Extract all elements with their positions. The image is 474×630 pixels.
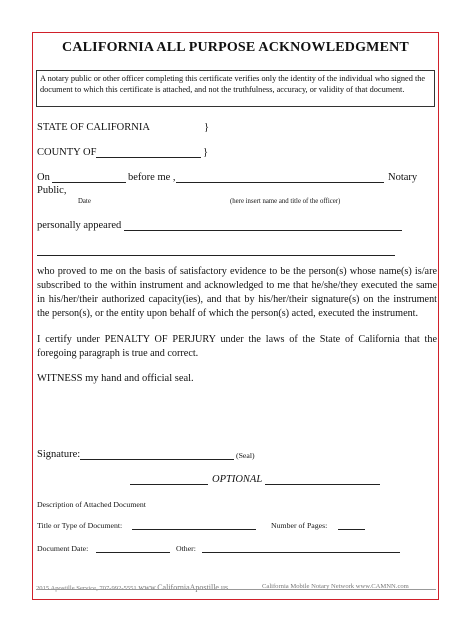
optional-rule-left [130, 484, 208, 485]
state-label: STATE OF CALIFORNIA [37, 122, 150, 133]
officer-caption: (here insert name and title of the officer) [230, 198, 341, 205]
doc-date-field[interactable] [96, 552, 170, 553]
footer-left [36, 583, 228, 592]
on-label: On [37, 172, 50, 183]
signature-field[interactable] [80, 459, 234, 460]
county-label: COUNTY OF [37, 147, 97, 158]
county-field[interactable] [96, 157, 201, 158]
doc-date-label: Document Date: [37, 544, 89, 553]
other-field[interactable] [202, 552, 400, 553]
date-field[interactable] [52, 182, 126, 183]
signature-label: Signature: [37, 449, 81, 460]
pages-label: Number of Pages: [271, 521, 328, 530]
pages-field[interactable] [338, 529, 365, 530]
perjury-paragraph: I certify under PENALTY OF PERJURY under the laws of the State of California that the foregoing paragraph is true and correct. [37, 334, 437, 359]
optional-rule-right [265, 484, 380, 485]
county-brace: } [203, 147, 209, 158]
doc-title-label: Title or Type of Document: [37, 521, 123, 530]
personally-appeared-label: personally appeared [37, 220, 122, 231]
footer-rule [36, 589, 436, 590]
notary-label: Notary [388, 172, 418, 183]
doc-title-field[interactable] [132, 529, 256, 530]
other-label: Other: [176, 544, 196, 553]
public-label: Public, [37, 185, 67, 196]
footer-left-prefix: 2015 Apostille Service, 707-992-5551 [36, 585, 137, 592]
footer-left-site[interactable]: www.CaliforniaApostille.us [138, 583, 229, 592]
officer-name-field[interactable] [176, 182, 384, 183]
description-label: Description of Attached Document [37, 500, 146, 509]
form-title: CALIFORNIA ALL PURPOSE ACKNOWLEDGMENT [62, 40, 409, 55]
signer-name-field-2[interactable] [37, 255, 395, 256]
optional-label: OPTIONAL [212, 474, 263, 485]
seal-label: (Seal) [236, 451, 255, 460]
witness-label: WITNESS my hand and official seal. [37, 373, 194, 384]
footer-right: California Mobile Notary Network www.CAMNN.com [262, 583, 409, 590]
evidence-paragraph: who proved to me on the basis of satisfactory evidence to be the person(s) whose name(s) is/are subscribed to the within instrument and acknowledged to me that he/she/they executed the same in his/her/their authorized capacity(ies), and that by his/her/their signature(s) on the instrument the person(s), or the entity upon behalf of which the person(s) acted, executed the instrument. [37, 266, 437, 319]
state-brace: } [204, 122, 210, 133]
before-me-label: before me , [128, 172, 176, 183]
notice-box: A notary public or other officer completing this certificate verifies only the identity of the individual who signed the document to which this certificate is attached, and not the truthfulness, accuracy, or validity of that document. [36, 70, 435, 107]
signer-name-field[interactable] [124, 230, 402, 231]
date-caption: Date [78, 198, 91, 205]
